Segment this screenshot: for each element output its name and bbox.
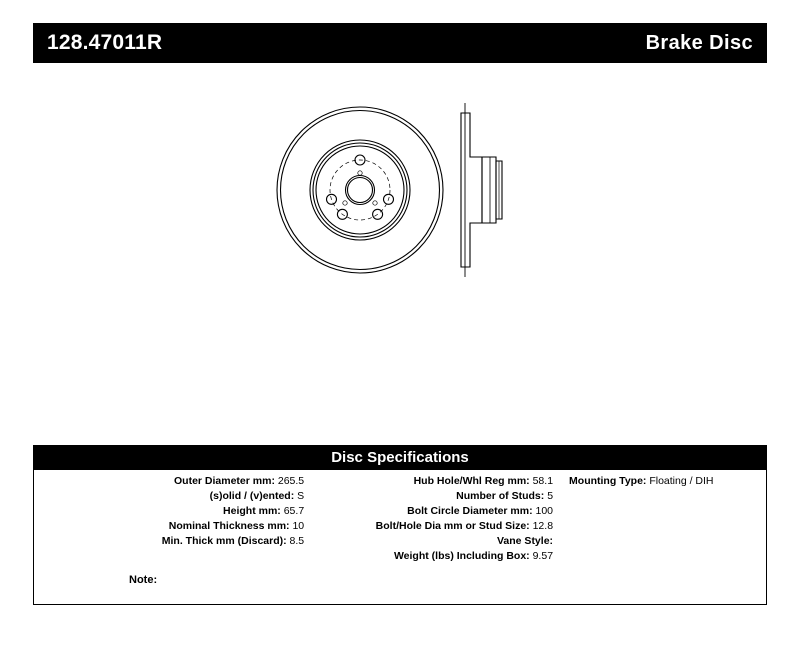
spec-row — [312, 504, 553, 519]
pilot-mark — [358, 171, 362, 175]
spec-value: 8.5 — [289, 535, 305, 547]
pilot-mark — [373, 201, 377, 205]
spec-value: 10 — [292, 520, 305, 532]
spec-label: (s)olid / (v)ented: — [209, 490, 295, 502]
rotor-outer-edge — [277, 107, 443, 273]
spec-label: Nominal Thickness mm: — [168, 520, 290, 532]
spec-label: Number of Studs: — [456, 490, 545, 502]
spec-value: 58.1 — [532, 475, 554, 487]
spec-columns — [34, 474, 766, 564]
spec-section-title: Disc Specifications — [34, 446, 766, 470]
technical-drawing — [250, 95, 550, 285]
note-row — [129, 574, 161, 586]
rotor-drawing-svg — [250, 95, 550, 285]
spec-row — [312, 519, 553, 534]
spec-value: 265.5 — [277, 475, 305, 487]
spec-value: Floating / DIH — [649, 475, 714, 487]
spec-row — [312, 474, 553, 489]
spec-column-right — [561, 474, 766, 564]
spec-label: Hub Hole/Whl Reg mm: — [413, 475, 530, 487]
spec-label: Weight (lbs) Including Box: — [393, 550, 530, 562]
spec-value: 9.57 — [532, 550, 554, 562]
spec-row — [312, 534, 553, 549]
disc-specifications-box — [33, 445, 767, 605]
page-title: Brake Disc — [645, 31, 753, 54]
spec-column-middle — [312, 474, 561, 564]
spec-value: S — [297, 490, 305, 502]
header-bar — [33, 23, 767, 63]
rotor-hub-hole — [346, 176, 375, 205]
spec-column-left — [34, 474, 312, 564]
spec-row — [312, 489, 553, 504]
part-number: 128.47011R — [47, 31, 163, 54]
rotor-hat-step — [316, 146, 404, 234]
spec-value: 65.7 — [283, 505, 305, 517]
spec-label: Mounting Type: — [569, 475, 647, 487]
side-view-disc-ring — [482, 157, 496, 223]
spec-value: 100 — [535, 505, 554, 517]
spec-label: Vane Style: — [497, 535, 554, 547]
spec-label: Height mm: — [223, 505, 281, 517]
spec-label: Bolt Circle Diameter mm: — [407, 505, 533, 517]
spec-row — [312, 549, 553, 564]
spec-label: Bolt/Hole Dia mm or Stud Size: — [375, 520, 530, 532]
spec-row — [34, 519, 304, 534]
spec-row — [34, 504, 304, 519]
spec-row — [34, 474, 304, 489]
spec-row — [34, 489, 304, 504]
pilot-mark — [343, 201, 347, 205]
note-label: Note: — [129, 574, 158, 586]
spec-label: Min. Thick mm (Discard): — [161, 535, 287, 547]
rotor-hub-hole-inner — [348, 178, 373, 203]
spec-row — [569, 474, 766, 489]
spec-row — [34, 534, 304, 549]
spec-value: 12.8 — [532, 520, 554, 532]
side-view-hat — [461, 113, 482, 267]
rotor-hat-outer — [313, 143, 407, 237]
spec-value: 5 — [547, 490, 554, 502]
spec-label: Outer Diameter mm: — [174, 475, 275, 487]
rotor-braking-surface-outer — [281, 111, 440, 270]
